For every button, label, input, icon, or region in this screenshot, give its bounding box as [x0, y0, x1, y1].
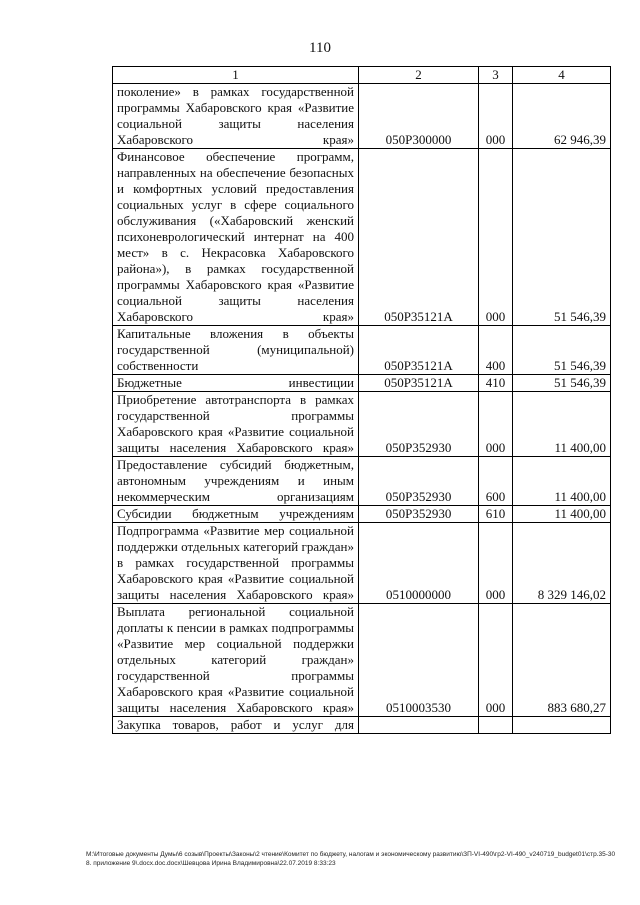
table-row — [113, 375, 611, 392]
row-amount-cell — [513, 717, 611, 734]
page-number: 110 — [309, 40, 331, 56]
table-row — [113, 392, 611, 457]
budget-table — [112, 66, 611, 734]
row-type-cell — [479, 717, 513, 734]
row-type-cell: 000 — [479, 392, 513, 457]
table-row — [113, 604, 611, 717]
row-type-cell: 000 — [479, 149, 513, 326]
column-header-name: 1 — [113, 67, 359, 84]
row-name-cell: поколение» в рамках государственной программы Хабаровского края «Развитие социальной защиты населения Хабаровского края» — [113, 84, 359, 149]
table-row — [113, 523, 611, 604]
row-code-cell: 0510000000 — [359, 523, 479, 604]
row-type-cell: 600 — [479, 457, 513, 506]
row-amount-cell: 62 946,39 — [513, 84, 611, 149]
row-amount-cell: 11 400,00 — [513, 457, 611, 506]
column-header-amount: 4 — [513, 67, 611, 84]
row-amount-cell: 11 400,00 — [513, 506, 611, 523]
table-row — [113, 717, 611, 734]
row-type-cell: 400 — [479, 326, 513, 375]
row-name-cell: Приобретение автотранспорта в рамках государственной программы Хабаровского края «Развитие социальной защиты населения Хабаровского края» — [113, 392, 359, 457]
table-row — [113, 457, 611, 506]
column-header-type: 3 — [479, 67, 513, 84]
header-row — [113, 67, 611, 84]
row-name-cell: Капитальные вложения в объекты государственной (муниципальной) собственности — [113, 326, 359, 375]
row-code-cell: 050P352930 — [359, 457, 479, 506]
row-type-cell: 000 — [479, 523, 513, 604]
row-code-cell: 050P35121A — [359, 149, 479, 326]
footer-file-path: М:\Итоговые документы Думы\6 созыв\Проекты\Законы\2 чтение\Комитет по бюджету, налогам и экономическому развитию\ЗП-VI-490\гр2-VI-490_v240719_budget01\стр.35-308. приложение 9\.docx.doc.docx\Шевцова Ирина Владимировна\22.07.2019 8:33:23 — [86, 851, 616, 867]
row-name-cell: Подпрограмма «Развитие мер социальной поддержки отдельных категорий граждан» в рамках государственной программы Хабаровского края «Развитие социальной защиты населения Хабаровского края» — [113, 523, 359, 604]
row-name-cell: Бюджетные инвестиции — [113, 375, 359, 392]
row-code-cell: 050P300000 — [359, 84, 479, 149]
row-type-cell: 000 — [479, 604, 513, 717]
table-row — [113, 84, 611, 149]
row-type-cell: 610 — [479, 506, 513, 523]
row-amount-cell: 51 546,39 — [513, 149, 611, 326]
row-amount-cell: 8 329 146,02 — [513, 523, 611, 604]
table-row — [113, 506, 611, 523]
row-type-cell: 000 — [479, 84, 513, 149]
column-header-code: 2 — [359, 67, 479, 84]
row-code-cell: 050P352930 — [359, 506, 479, 523]
row-amount-cell: 11 400,00 — [513, 392, 611, 457]
row-amount-cell: 883 680,27 — [513, 604, 611, 717]
row-amount-cell: 51 546,39 — [513, 375, 611, 392]
row-code-cell: 050P35121A — [359, 375, 479, 392]
row-name-cell: Финансовое обеспечение программ, направленных на обеспечение безопасных и комфортных условий предоставления социальных услуг в сфере социального обслуживания («Хабаровский женский психоневрологический интернат на 400 мест» в с. Некрасовка Хабаровского района»), в рамках государственной программы Хабаровского края «Развитие социальной защиты населения Хабаровского края» — [113, 149, 359, 326]
row-name-cell: Предоставление субсидий бюджетным, автономным учреждениям и иным некоммерческим организациям — [113, 457, 359, 506]
table-row — [113, 326, 611, 375]
row-name-cell: Закупка товаров, работ и услуг для — [113, 717, 359, 734]
row-code-cell: 050P35121A — [359, 326, 479, 375]
row-code-cell: 050P352930 — [359, 392, 479, 457]
row-amount-cell: 51 546,39 — [513, 326, 611, 375]
row-type-cell: 410 — [479, 375, 513, 392]
row-name-cell: Выплата региональной социальной доплаты к пенсии в рамках подпрограммы «Развитие мер социальной поддержки отдельных категорий граждан» государственной программы Хабаровского края «Развитие социальной защиты населения Хабаровского края» — [113, 604, 359, 717]
table-row — [113, 149, 611, 326]
row-name-cell: Субсидии бюджетным учреждениям — [113, 506, 359, 523]
row-code-cell: 0510003530 — [359, 604, 479, 717]
row-code-cell — [359, 717, 479, 734]
